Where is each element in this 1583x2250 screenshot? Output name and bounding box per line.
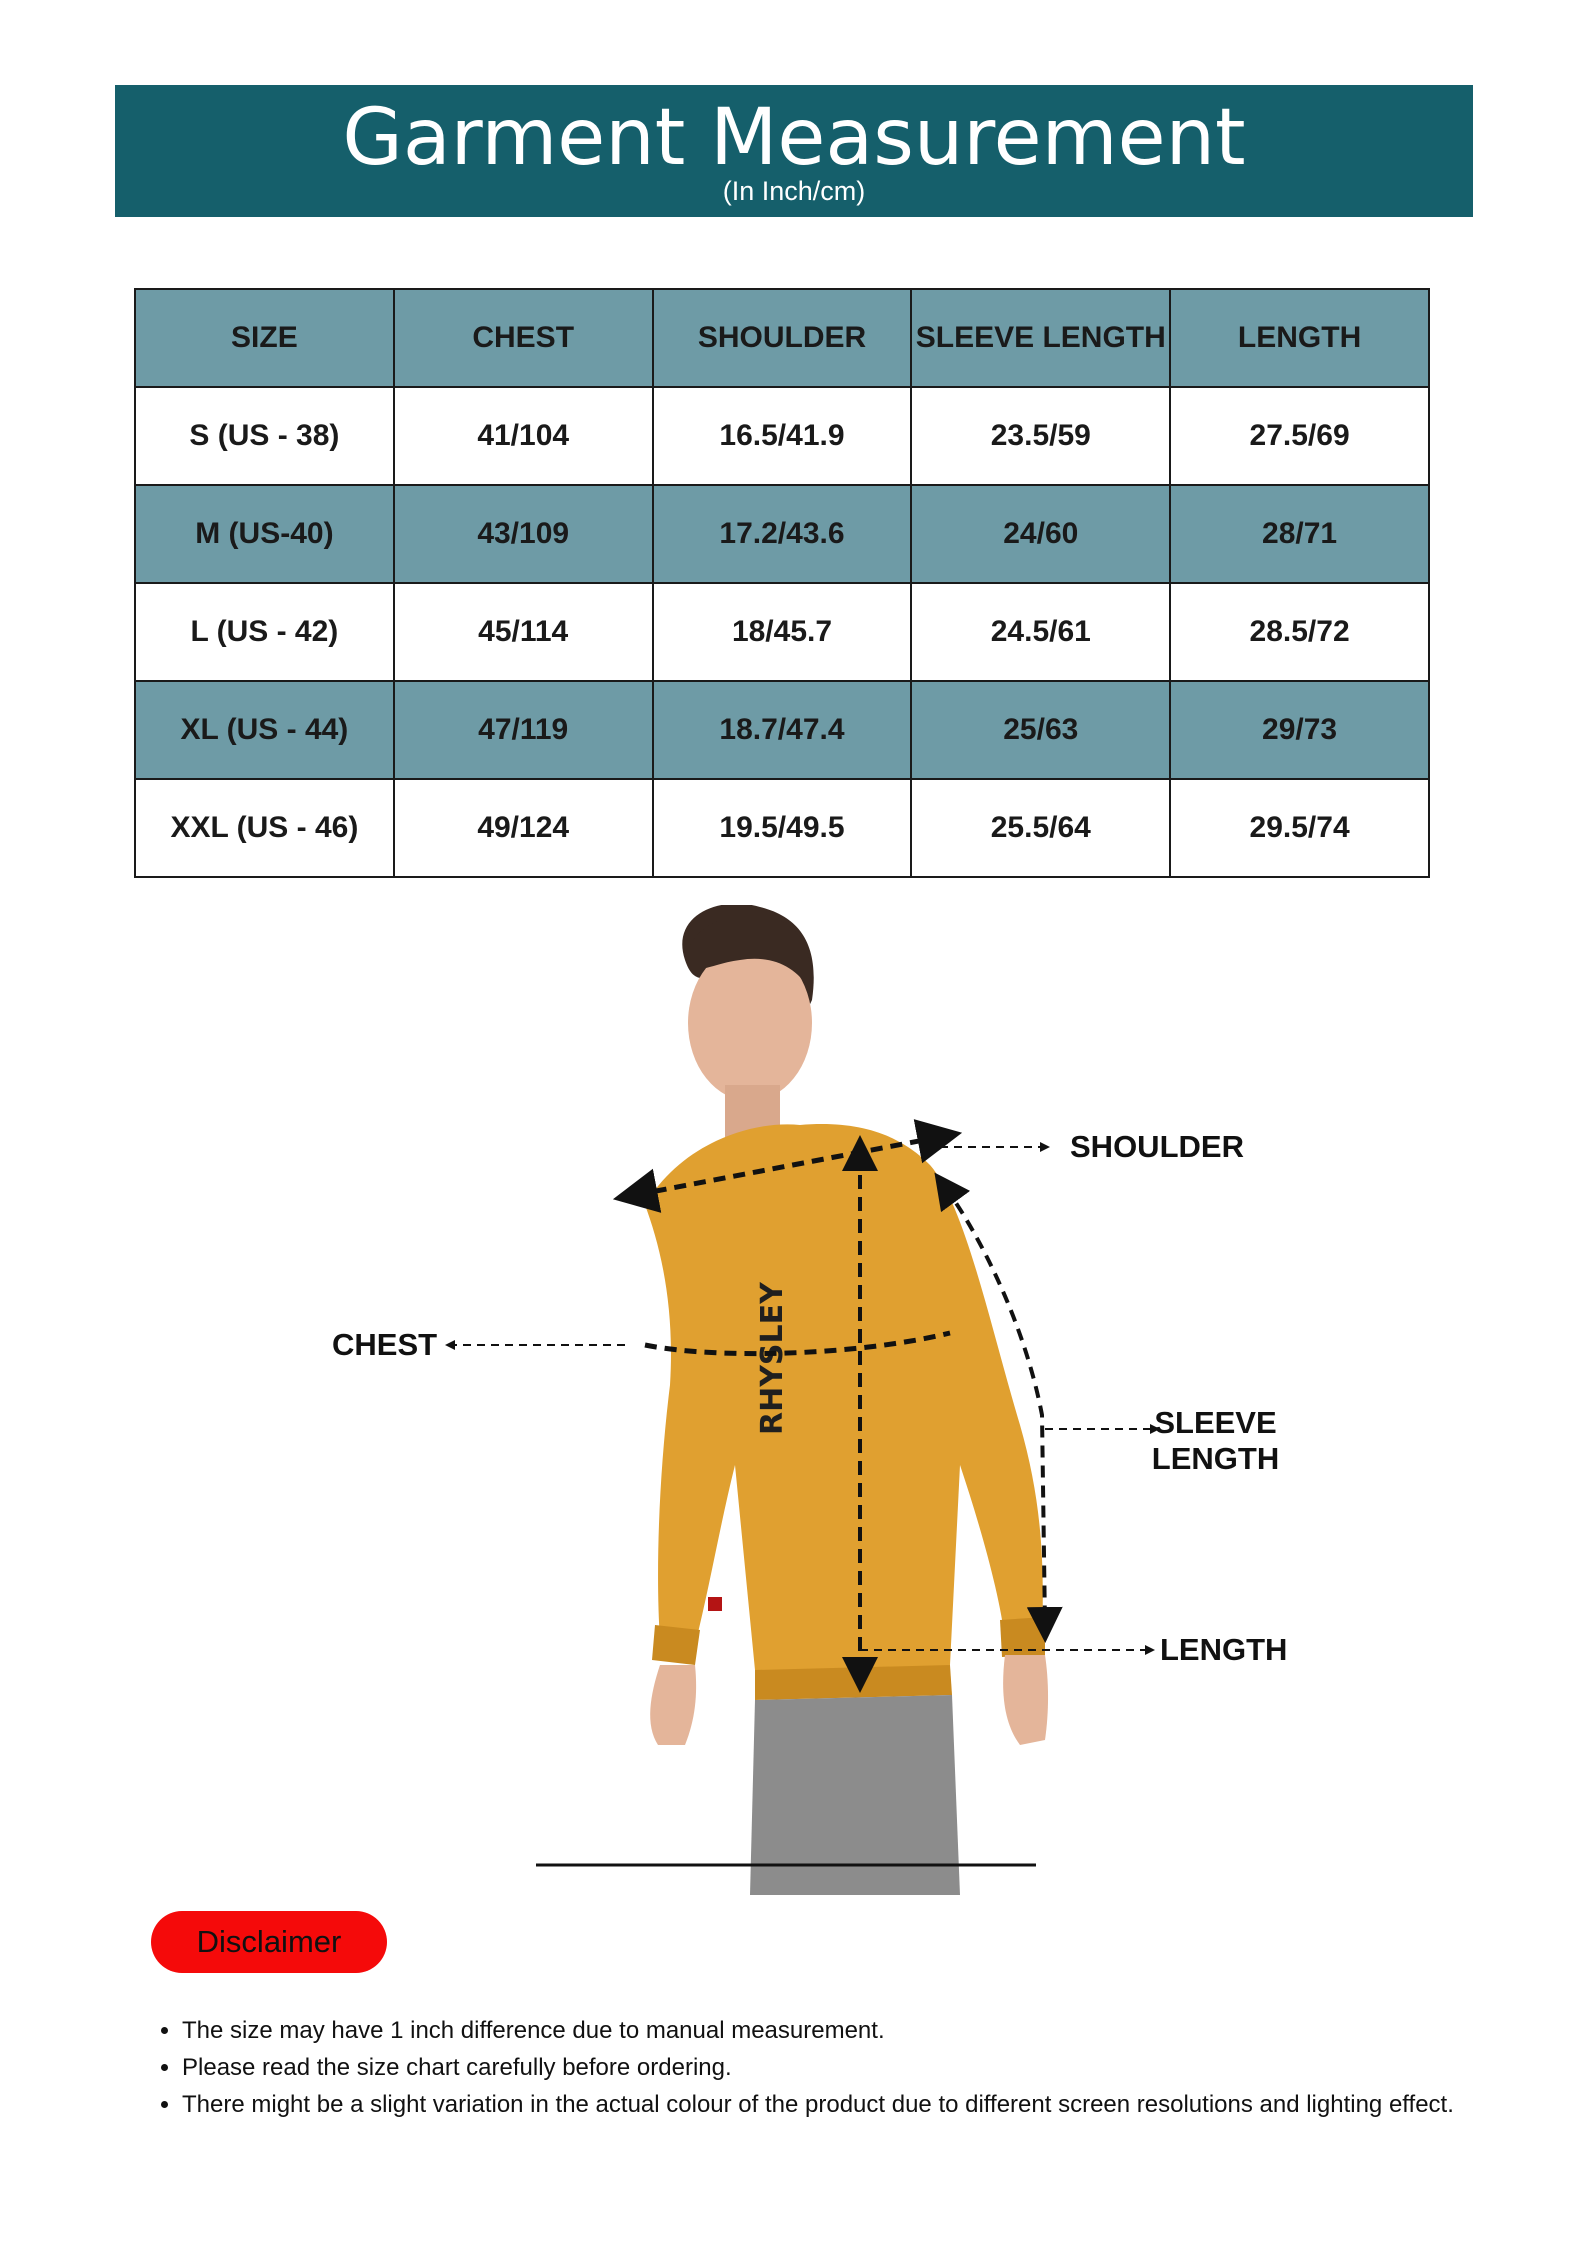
list-item: • There might be a slight variation in the actual colour of the product due to different screen resolutions and lighting effect.	[182, 2086, 1512, 2123]
table-row	[135, 387, 1429, 485]
table-cell: L (US - 42)	[135, 583, 394, 681]
table-cell: 23.5/59	[911, 387, 1170, 485]
table-row	[135, 779, 1429, 877]
table-cell: 19.5/49.5	[653, 779, 912, 877]
table-cell: M (US-40)	[135, 485, 394, 583]
garment-brand-text: RHYSLEY	[755, 1282, 790, 1435]
table-cell: 25.5/64	[911, 779, 1170, 877]
table-cell: 29.5/74	[1170, 779, 1429, 877]
column-header-length: LENGTH	[1170, 289, 1429, 387]
table-cell: 24.5/61	[911, 583, 1170, 681]
sleeve-length-label	[1148, 1405, 1283, 1476]
measurement-figure	[300, 905, 1300, 1895]
table-cell: 27.5/69	[1170, 387, 1429, 485]
table-cell: 41/104	[394, 387, 653, 485]
disclaimer-notes	[152, 2012, 1512, 2123]
table-cell: 47/119	[394, 681, 653, 779]
table-row	[135, 583, 1429, 681]
sleeve-label-line2: LENGTH	[1151, 1440, 1280, 1476]
table-header-row	[135, 289, 1429, 387]
table-cell: XXL (US - 46)	[135, 779, 394, 877]
table-row	[135, 681, 1429, 779]
model-illustration	[300, 905, 1300, 1895]
column-header-sleeve-length: SLEEVE LENGTH	[911, 289, 1170, 387]
length-label: LENGTH	[1160, 1632, 1288, 1667]
page-title: Garment Measurement	[342, 93, 1246, 183]
page-subtitle: (In Inch/cm)	[722, 176, 866, 206]
table-cell: 18/45.7	[653, 583, 912, 681]
column-header-shoulder: SHOULDER	[653, 289, 912, 387]
chest-label: CHEST	[332, 1327, 438, 1362]
table-cell: 28/71	[1170, 485, 1429, 583]
disclaimer-badge: Disclaimer	[151, 1911, 387, 1973]
table-cell: 28.5/72	[1170, 583, 1429, 681]
shoulder-label: SHOULDER	[1070, 1129, 1244, 1164]
column-header-size: SIZE	[135, 289, 394, 387]
table-cell: 25/63	[911, 681, 1170, 779]
table-cell: 45/114	[394, 583, 653, 681]
table-cell: 17.2/43.6	[653, 485, 912, 583]
table-cell: XL (US - 44)	[135, 681, 394, 779]
table-cell: 18.7/47.4	[653, 681, 912, 779]
sweatshirt	[645, 1124, 1045, 1700]
page-header	[115, 85, 1473, 217]
table-cell: 29/73	[1170, 681, 1429, 779]
table-cell: S (US - 38)	[135, 387, 394, 485]
model-head	[682, 905, 813, 1145]
list-item: • The size may have 1 inch difference due to manual measurement.	[182, 2012, 1512, 2049]
sleeve-label-line1: SLEEVE	[1154, 1405, 1277, 1440]
table-cell: 24/60	[911, 485, 1170, 583]
list-item: • Please read the size chart carefully before ordering.	[182, 2049, 1512, 2086]
size-chart-table	[134, 288, 1430, 878]
table-cell: 16.5/41.9	[653, 387, 912, 485]
table-cell: 43/109	[394, 485, 653, 583]
table-row	[135, 485, 1429, 583]
table-cell: 49/124	[394, 779, 653, 877]
column-header-chest: CHEST	[394, 289, 653, 387]
